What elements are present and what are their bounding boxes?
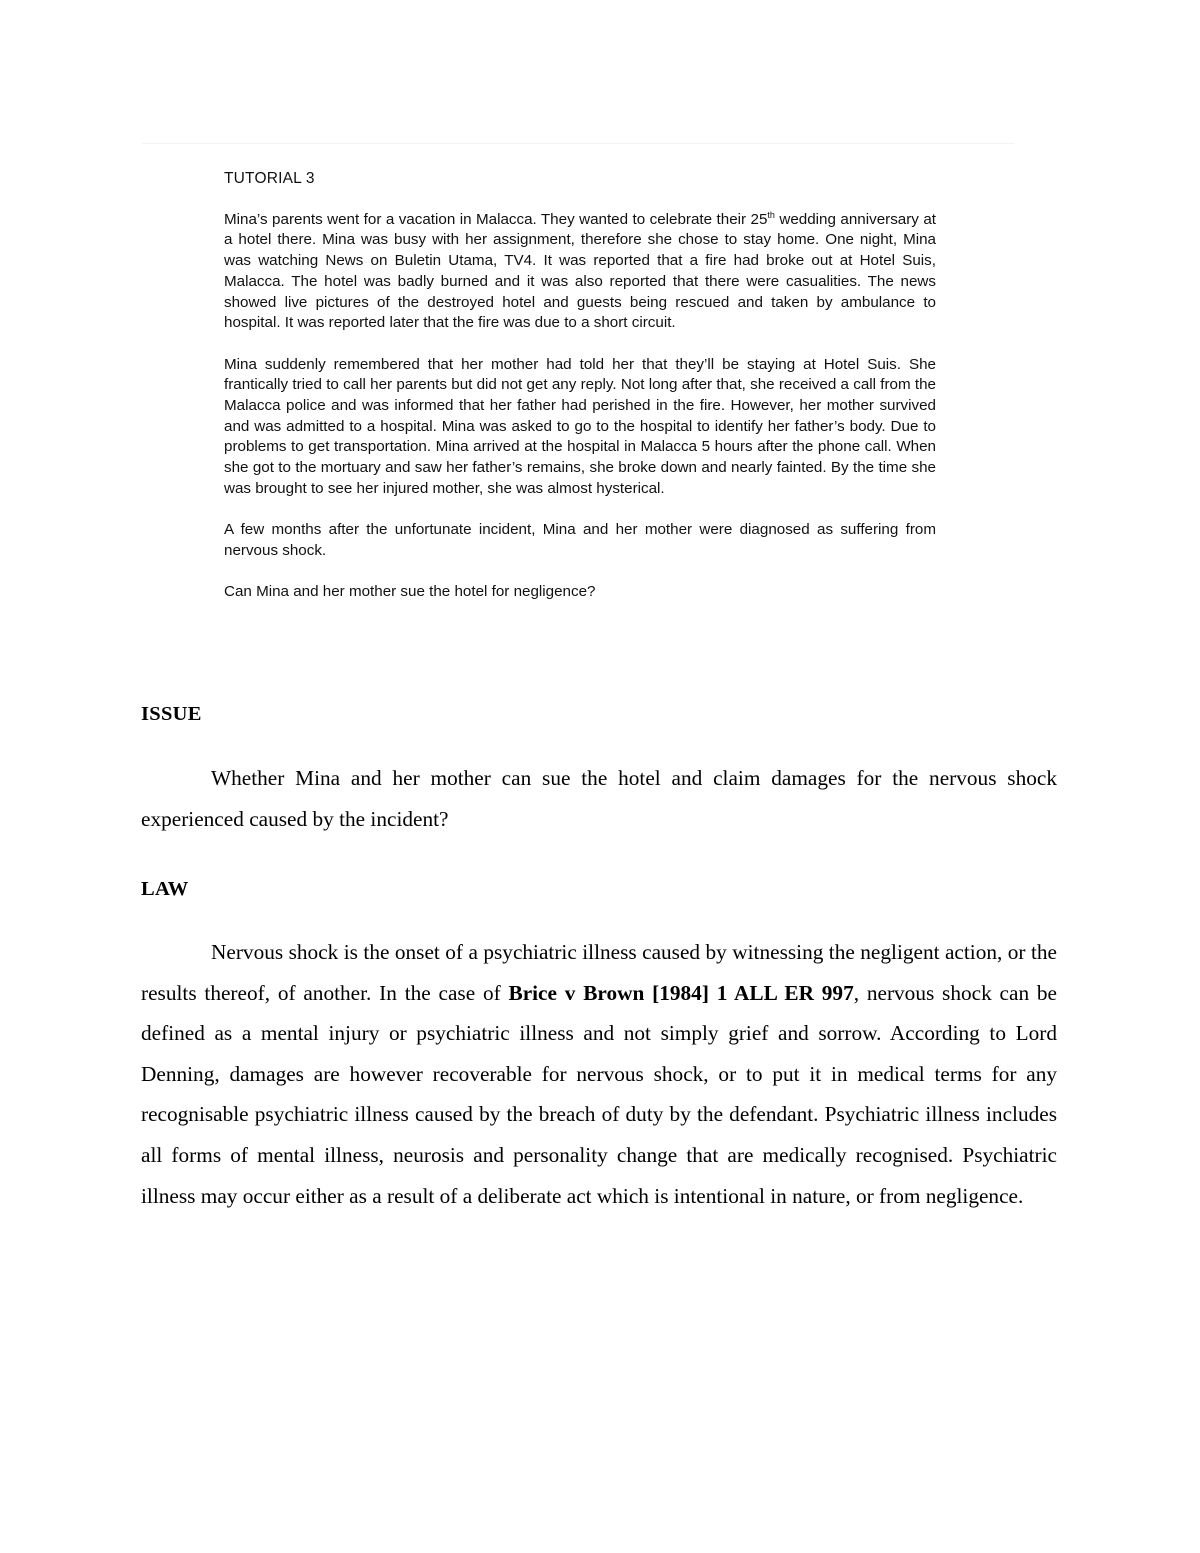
- law-text-part-1: Nervous shock is the onset of a psychiatric illness caused by witnessing the negligent action, or the results thereof, of another. In the case of: [141, 940, 1057, 1005]
- tutorial-title: TUTORIAL 3: [224, 170, 315, 187]
- tutorial-paragraph-2: Mina suddenly remembered that her mother had told her that they’ll be staying at Hotel Suis. She frantically tried to call her parents but did not get any reply. Not long after that, she received a call from the Malacca police and was informed that her father had perished in the fire. However, her mother survived and was admitted to a hospital. Mina was asked to go to the hospital to identify her father’s body. Due to problems to get transportation. Mina arrived at the hospital in Malacca 5 hours after the phone call. When she got to the mortuary and saw her father’s remains, she broke down and nearly fainted. By the time she was brought to see her injured mother, she was almost hysterical.: [224, 355, 936, 497]
- tutorial-question: Can Mina and her mother sue the hotel for negligence?: [224, 583, 596, 601]
- ordinal-superscript: th: [767, 209, 775, 220]
- tutorial-paragraph-1: [224, 210, 936, 334]
- law-text-part-2: , nervous shock can be defined as a mental injury or psychiatric illness and not simply grief and sorrow. According to Lord Denning, damages are however recoverable for nervous shock, or to put it in medical terms for any recognisable psychiatric illness caused by the breach of duty by the defendant. Psychiatric illness includes all forms of mental illness, neurosis and personality change that are medically recognised. Psychiatric illness may occur either as a result of a deliberate act which is intentional in nature, or from negligence.: [141, 980, 1057, 1208]
- issue-text: Whether Mina and her mother can sue the hotel and claim damages for the nervous shock experienced caused by the incident?: [141, 766, 1057, 831]
- tutorial-paragraph-3: A few months after the unfortunate incident, Mina and her mother were diagnosed as suffering from nervous shock.: [224, 521, 936, 559]
- issue-heading: ISSUE: [141, 703, 202, 725]
- case-citation: Brice v Brown [1984] 1 ALL ER 997: [508, 980, 854, 1005]
- tutorial-question-image: [142, 143, 1014, 655]
- tutorial-paragraph-1-end: wedding anniversary at a hotel there. Mina was busy with her assignment, therefore she chose to stay home. One night, Mina was watching News on Buletin Utama, TV4. It was reported that a fire had broke out at Hotel Suis, Malacca. The hotel was badly burned and it was also reported that there were casualities. The news showed live pictures of the destroyed hotel and guests being rescued and taken by ambulance to hospital. It was reported later that the fire was due to a short circuit.: [224, 210, 936, 332]
- law-heading: LAW: [141, 878, 189, 900]
- law-text: [141, 932, 1057, 1216]
- tutorial-paragraph-1-start: Mina’s parents went for a vacation in Malacca. They wanted to celebrate their 25: [224, 210, 768, 228]
- tutorial-question-text: [224, 169, 936, 603]
